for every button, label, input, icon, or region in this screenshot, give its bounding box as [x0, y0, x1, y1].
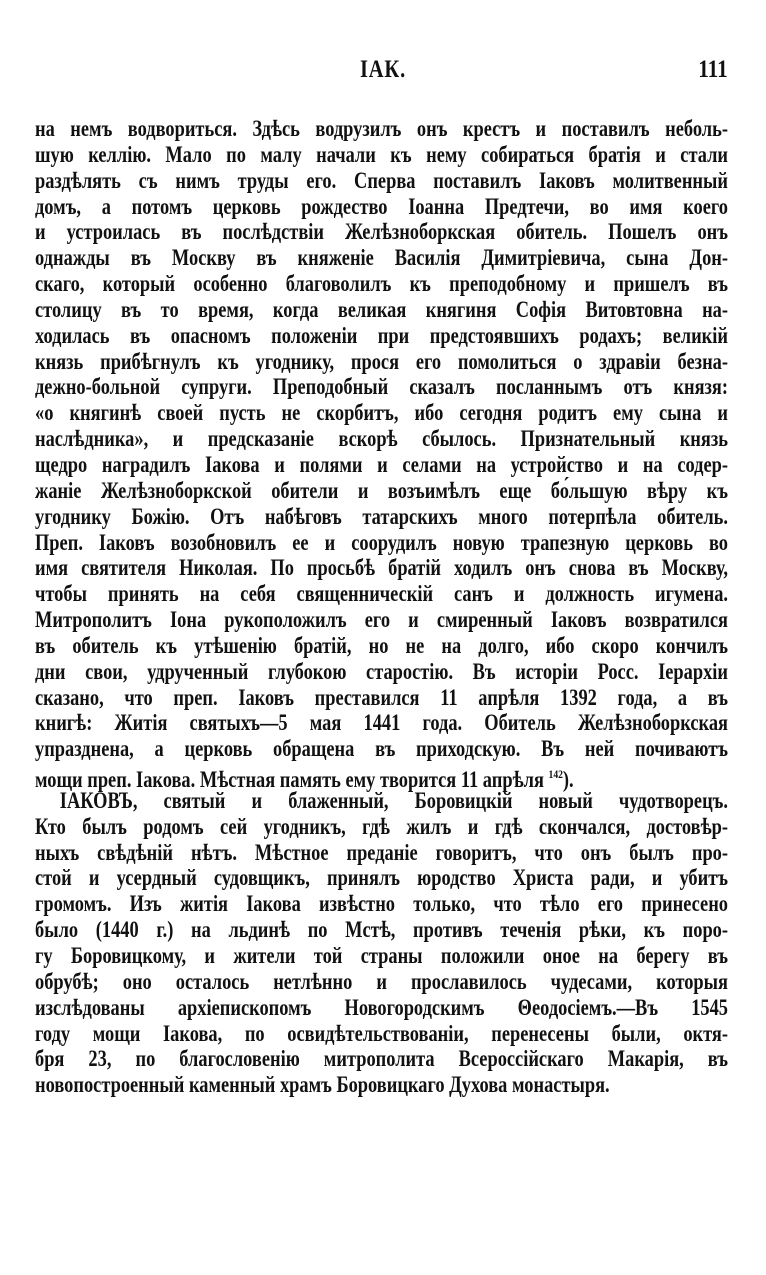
- text-line: имя святителя Николая. По просьбѣ братій ходилъ онъ снова въ Москву,: [35, 555, 728, 581]
- text-line: и устроилась въ послѣдствіи Желѣзноборкская обитель. Пошелъ онъ: [35, 219, 728, 245]
- text-line: щедро наградилъ Іакова и полями и селами на устройство и на содер-: [35, 451, 728, 477]
- text-line: ныхъ свѣдѣній нѣтъ. Мѣстное преданіе говоритъ, что онъ былъ про-: [35, 839, 728, 865]
- text-line: новопостроенный каменный храмъ Боровицкаго Духова монастыря.: [35, 1072, 610, 1098]
- text-line-with-footnote: [35, 762, 728, 793]
- text-line: Кто былъ родомъ сей угодникъ, гдѣ жилъ и гдѣ скончался, достовѣр-: [35, 813, 728, 839]
- text-line: ходилась въ опасномъ положеніи при предстоявшихъ родахъ; великій: [35, 322, 728, 348]
- text-line: бря 23, по благословенію митрополита Всероссійскаго Макарія, въ: [35, 1046, 728, 1072]
- text-line: сказано, что преп. Іаковъ преставился 11 апрѣля 1392 года, а въ: [35, 684, 728, 710]
- body-text: [35, 116, 728, 1098]
- text-line: гу Боровицкому, и жители той страны положили оное на берегу въ: [35, 943, 728, 968]
- text-line: Митрополитъ Іона рукоположилъ его и смиренный Іаковъ возвратился: [35, 607, 728, 633]
- page-number: 111: [698, 56, 728, 83]
- text-line: стой и усердный судовщикъ, принялъ юродство Христа ради, и убитъ: [35, 865, 728, 891]
- text-line: домъ, а потомъ церковь рождество Іоанна Предтечи, во имя коего: [35, 193, 728, 219]
- text-line: столицу въ то время, когда великая княгиня Софія Витовтовна на-: [35, 296, 728, 322]
- text-line: громомъ. Изъ житія Іакова извѣстно только, что тѣло его принесено: [35, 891, 728, 917]
- text-line-content: мощи преп. Іакова. Мѣстная память ему творится 11 апрѣля: [35, 767, 544, 793]
- text-line: книгѣ: Житія святыхъ—5 мая 1441 года. Обитель Желѣзноборкская: [35, 710, 728, 736]
- text-line: жаніе Желѣзноборкской обители и возъимѣлъ еще бо́льшую вѣру къ: [35, 477, 728, 503]
- text-line: на немъ водвориться. Здѣсь водрузилъ онъ крестъ и поставилъ неболь-: [35, 116, 728, 141]
- paragraph-start-line: ІАКОВЪ, святый и блаженный, Боровицкій новый чудотворецъ.: [59, 787, 729, 813]
- footnote-reference[interactable]: 142: [548, 767, 563, 782]
- page-header: [0, 56, 766, 88]
- text-line: было (1440 г.) на льдинѣ по Мстѣ, противъ теченія рѣки, къ поро-: [35, 917, 728, 943]
- text-line: однажды въ Москву въ княженіе Василія Димитріевича, сына Дон-: [35, 245, 728, 271]
- text-line: Преп. Іаковъ возобновилъ ее и соорудилъ новую трапезную церковь во: [35, 529, 728, 555]
- text-line: раздѣлять съ нимъ труды его. Сперва поставилъ Іаковъ молитвенный: [35, 167, 728, 193]
- text-line: изслѣдованы архіепископомъ Новогородскимъ Θеодосіемъ.—Въ 1545: [35, 994, 728, 1020]
- running-head: IАК.: [359, 56, 407, 83]
- text-line: обрубѣ; оно осталось нетлѣнно и прославилось чудесами, которыя: [35, 968, 728, 994]
- text-line: скаго, который особенно благоволилъ къ преподобному и пришелъ въ: [35, 271, 728, 297]
- text-line: упразднена, а церковь обращена въ приходскую. Въ ней почиваютъ: [35, 736, 728, 762]
- text-line: угоднику Божію. Отъ набѣговъ татарскихъ много потерпѣла обитель.: [35, 503, 728, 529]
- text-line: князь прибѣгнулъ къ угоднику, прося его помолиться о здравіи безна-: [35, 348, 728, 374]
- text-line: въ обитель къ утѣшенію братій, но не на долго, ибо скоро кончилъ: [35, 632, 728, 658]
- text-line: дежно-больной супруги. Преподобный сказалъ посланнымъ отъ князя:: [35, 374, 728, 400]
- text-line: дни свои, удрученный глубокою старостію. Въ исторіи Росс. Іерархіи: [35, 658, 728, 684]
- text-line: чтобы принять на себя священническій санъ и должность игумена.: [35, 581, 728, 607]
- text-line: наслѣдника», и предсказаніе вскорѣ сбылось. Признательный князь: [35, 426, 728, 452]
- text-line: «о княгинѣ своей пусть не скорбитъ, ибо сегодня родитъ ему сына и: [35, 400, 728, 426]
- text-line: шую келлію. Мало по малу начали къ нему собираться братія и стали: [35, 141, 728, 167]
- footnote-suffix: ).: [562, 767, 574, 793]
- text-line: году мощи Іакова, по освидѣтельствованіи, перенесены были, октя-: [35, 1020, 728, 1046]
